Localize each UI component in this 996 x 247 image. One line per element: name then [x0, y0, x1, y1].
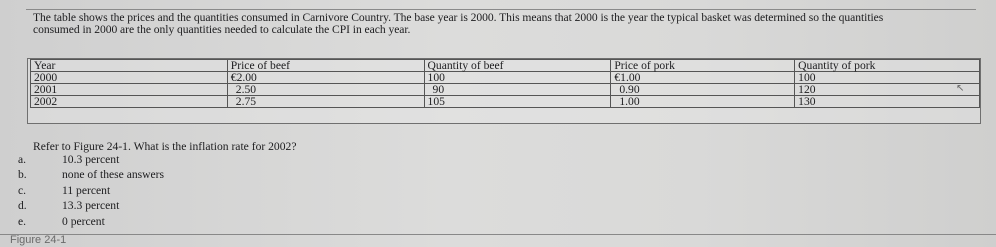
choice-c[interactable] — [18, 183, 164, 198]
intro-line-2: consumed in 2000 are the only quantities needed to calculate the CPI in each year. — [33, 23, 411, 37]
cell-year: 2002 — [31, 96, 228, 108]
cell-quantity-of-beef: 100 — [424, 72, 611, 84]
choice-letter: e. — [18, 214, 27, 228]
header-quantity-of-beef: Quantity of beef — [424, 60, 611, 72]
mouse-pointer-icon: ↖ — [956, 83, 965, 94]
choice-e[interactable] — [18, 214, 164, 229]
header-price-of-beef: Price of beef — [227, 60, 424, 72]
top-divider — [26, 9, 976, 10]
cell-year: 2001 — [31, 84, 228, 96]
cell-price-of-pork: €1.00 — [611, 72, 795, 84]
choice-letter: c. — [18, 183, 27, 197]
cell-quantity-of-beef: 90 — [424, 84, 611, 96]
intro-line-1: The table shows the prices and the quantities consumed in Carnivore Country. The base year is 2000. This means that 2000 is the year the typical basket was determined so the quantities — [33, 11, 884, 24]
header-price-of-pork: Price of pork — [611, 60, 795, 72]
header-quantity-of-pork: Quantity of pork — [795, 60, 980, 72]
bottom-divider — [0, 234, 996, 235]
cell-price-of-beef: 2.75 — [227, 96, 424, 108]
intro-paragraph — [33, 12, 978, 37]
cell-year: 2000 — [31, 72, 228, 84]
choice-letter: d. — [18, 199, 27, 213]
choice-text: 10.3 percent — [62, 153, 120, 166]
answer-choices — [18, 152, 164, 229]
table-row — [31, 72, 980, 84]
table-row — [31, 84, 980, 96]
table-row — [31, 96, 980, 108]
choice-d[interactable] — [18, 198, 164, 213]
choice-text: 13.3 percent — [62, 199, 120, 213]
choice-b[interactable] — [18, 167, 164, 182]
cell-price-of-beef: €2.00 — [227, 72, 424, 84]
cell-quantity-of-pork: 100 — [795, 72, 980, 84]
cell-quantity-of-pork: 130 — [795, 96, 980, 108]
cell-quantity-of-pork: 120 — [795, 84, 980, 96]
cell-price-of-beef: 2.50 — [227, 84, 424, 96]
choice-text: 11 percent — [62, 183, 111, 197]
price-quantity-table — [30, 59, 980, 108]
cell-quantity-of-beef: 105 — [424, 96, 611, 108]
choice-text: 0 percent — [62, 214, 105, 228]
figure-label: Figure 24-1 — [10, 234, 67, 246]
question-text: Refer to Figure 24-1. What is the inflation rate for 2002? — [33, 140, 297, 153]
header-year: Year — [31, 60, 228, 72]
choice-a[interactable] — [18, 152, 164, 167]
choice-letter: b. — [18, 168, 27, 182]
choice-letter: a. — [18, 153, 27, 166]
table-header-row — [31, 60, 980, 72]
cell-price-of-pork: 0.90 — [611, 84, 795, 96]
cell-price-of-pork: 1.00 — [611, 96, 795, 108]
choice-text: none of these answers — [62, 168, 165, 182]
